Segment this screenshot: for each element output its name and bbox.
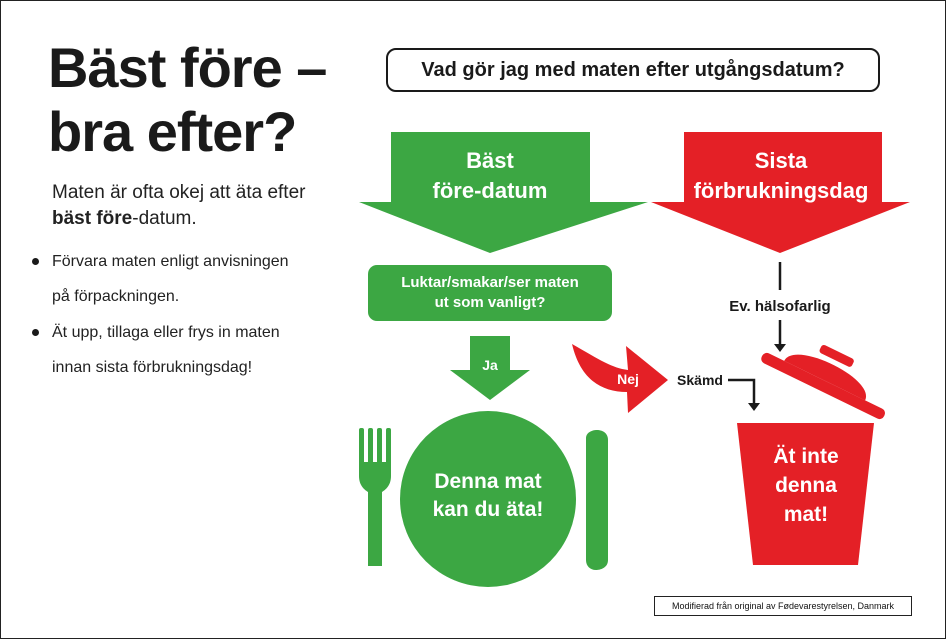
check-line: ut som vanligt? [434,294,546,311]
bin-line: Ät inte [773,445,839,468]
green-arrow-line: Bäst [466,148,514,173]
yes-label: Ja [482,357,498,373]
fork-icon [359,428,391,566]
hazard-arrowhead [774,344,786,352]
no-label: Nej [617,371,639,387]
intro-text-after: -datum. [132,208,197,229]
intro-text-before: Maten är ofta okej att äta efter [52,182,306,203]
knife-icon [586,430,608,570]
red-arrow-line: förbrukningsdag [693,178,869,203]
bin-line: denna [775,474,837,497]
green-arrow-label [410,146,570,206]
check-question-label [368,273,612,313]
plate-label [410,468,566,524]
spoiled-arrowhead [748,403,760,411]
plate-line: kan du äta! [432,498,544,521]
advice-line: innan sista förbrukningsdag! [52,359,253,376]
red-arrow-line: Sista [754,148,808,173]
red-arrow-label [683,146,879,206]
title-line-1: Bäst före – [48,36,327,99]
plate-line: Denna mat [434,470,542,493]
spoiled-label: Skämd [677,372,723,388]
connector-lines [728,262,780,404]
advice-line: på förpackningen. [52,288,180,305]
hazard-label: Ev. hälsofarlig [729,298,831,315]
bin-line: mat! [783,503,829,526]
advice-line: Ät upp, tillaga eller frys in maten [52,324,280,341]
credit-note: Modifierad från original av Fødevarestyrelsen, Danmark [654,596,912,616]
title-line-2: bra efter? [48,100,297,163]
green-arrow-line: före-datum [432,178,548,203]
intro-bold: bäst före [52,208,133,229]
advice-line: Förvara maten enligt anvisningen [52,253,289,270]
check-line: Luktar/smakar/ser maten [401,274,579,291]
question-box: Vad gör jag med maten efter utgångsdatum? [386,48,880,92]
bin-label [740,442,872,529]
